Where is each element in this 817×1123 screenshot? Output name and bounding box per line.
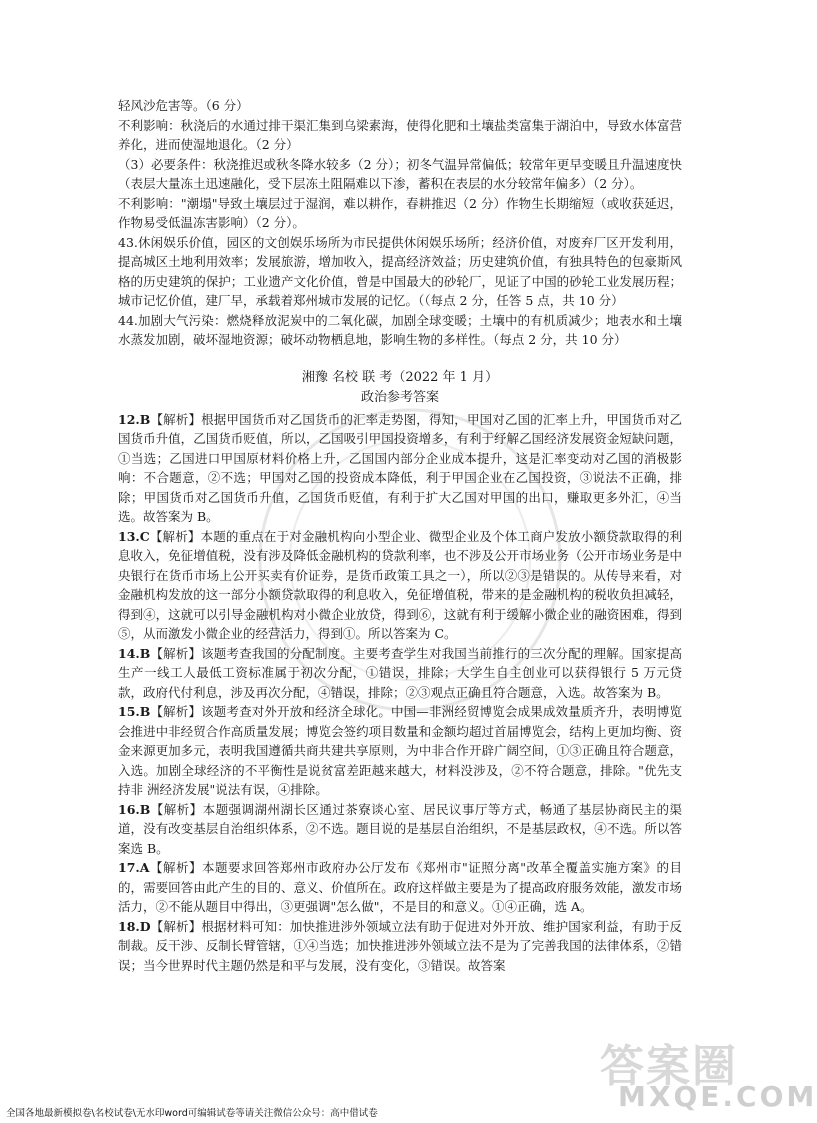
answer-id: 12.B	[118, 411, 151, 427]
answer-43: 43.休闲娱乐价值，园区的文创娱乐场所为市民提供休闲娱乐场所；经济价值，对废弃厂区开发利用，提高城区土地利用效率；发展旅游，增加收入，提高经济效益；历史建筑价值，有独具特色的包豪斯风格的历史建筑的保护；工业遗产文化价值，曾是中国最大的砂轮厂，见证了中国的砂轮工业发展历程；城市记忆价值，建厂早，承载着郑州城市发展的记忆。（（每点 2 分，任答 5 点，共 10 分）	[118, 234, 682, 308]
brand-watermark-cn: 答案圈	[600, 1041, 738, 1092]
answer-id: 15.B	[118, 704, 151, 719]
answer-text: 【解析】本题的重点在于对金融机构向小型企业、微型企业及个体工商户发放小额贷款取得的利息收入，免征增值税，没有涉及降低金融机构的贷款利率，也不涉及公开市场业务（公开市场业务是中央银行在货币市场上公开买卖有价证券，是货币政策工具之一），所以②③是错误的。从传导来看，对金融机构发放的这一部分小额贷款取得的利息收入，免征增值税，带来的是金融机构的税收负担减轻，得到④，这就可以引导金融机构对小微企业放贷，得到⑥，这就有利于缓解小微企业的融资困难，得到⑤，从而激发小微企业的经营活力，得到①。所以答案为 C。	[118, 528, 682, 641]
prev-line-1: 轻风沙危害等。（6 分）	[118, 98, 249, 113]
answer-id: 16.B	[118, 801, 151, 817]
brand-watermark-en: MXQE.COM	[618, 1080, 817, 1113]
document-content	[118, 96, 682, 975]
answer-text: 【解析】该题考查对外开放和经济全球化。中国—非洲经贸博览会成果成效量质齐升，表明博览会推进中非经贸合作高质量发展；博览会签约项目数量和金额均超过首届博览会，结构上更加均衡、资金来源更加多元，表明我国遵循共商共建共享原则，为中非合作开辟广阔空间，①③正确且符合题意，入选。加剧全球经济的不平衡性是说贫富差距越来越大，材料没涉及，②不符合题意，排除。"优先支持非 洲经济发展"说法有误，④排除。	[118, 704, 682, 797]
answer-item	[118, 800, 682, 859]
answer-item	[118, 858, 682, 917]
prev-line-4: 不利影响："潮塌"导致土壤层过于湿润，难以耕作，春耕推迟（2 分）作物生长期缩短（或收获延迟，作物易受低温冻害影响）（2 分）。	[118, 195, 682, 230]
answer-id: 17.A	[118, 860, 150, 875]
answer-id: 14.B	[118, 645, 151, 661]
answer-item	[118, 527, 682, 644]
page-footer: 全国各地最新模拟卷\名校试卷\无水印word可编辑试卷等请关注微信公众号：高中借试卷	[6, 1108, 378, 1119]
answer-text: 【解析】根据甲国货币对乙国货币的汇率走势图，得知，甲国对乙国的汇率上升，甲国货币对乙国货币升值，乙国货币贬值，所以，乙国吸引甲国投资增多，有利于纾解乙国经济发展资金短缺问题，①当选；乙国进口甲国原材料价格上升，乙国国内部分企业成本提升，这是汇率变动对乙国的消极影响：不合题意，②不选；甲国对乙国的投资成本降低，利于甲国企业在乙国投资，③说法不正确，排除；甲国货币对乙国货币升值，乙国货币贬值，有利于扩大乙国对甲国的出口，赚取更多外汇，④当选。故答案为 B。	[118, 411, 682, 524]
answer-text: 【解析】本题强调湖州湖长区通过茶寮谈心室、居民议事厅等方式，畅通了基层协商民主的渠道，没有改变基层自治组织体系，②不选。题目说的是基层自治组织，不是基层政权，④不选。所以答案选 B。	[118, 801, 682, 856]
exam-header	[118, 368, 682, 408]
brand-watermark	[600, 1030, 817, 1113]
answer-item	[118, 702, 682, 800]
answer-id: 13.C	[118, 528, 150, 544]
answer-item	[118, 410, 682, 527]
exam-title: 湘豫 名校 联 考（2022 年 1 月）	[301, 369, 499, 385]
answer-text: 【解析】本题要求回答郑州市政府办公厅发布《郑州市"证照分离"改革全覆盖实施方案》的目的，需要回答由此产生的目的、意义、价值所在。政府这样做主要是为了提高政府服务效能，激发市场活力，②不能从题目中得出，③更强调"怎么做"，不是目的和意义。①④正确，选 A。	[118, 860, 682, 914]
answer-id: 18.D	[118, 918, 151, 934]
answer-text: 【解析】该题考查我国的分配制度。主要考查学生对我国当前推行的三次分配的理解。国家提高生产一线工人最低工资标准属于初次分配，①错误，排除；大学生自主创业可以获得银行 5 万元贷款，政府代付利息，涉及再次分配，④错误，排除；②③观点正确且符合题意，入选。故答案为 B。	[118, 645, 682, 700]
answer-44: 44.加剧大气污染：燃烧释放泥炭中的二氧化碳，加剧全球变暖；土壤中的有机质减少；地表水和土壤水蒸发加剧，破坏湿地资源；破坏动物栖息地，影响生物的多样性。（每点 2 分，共 10 分）	[118, 312, 682, 347]
answer-text: 【解析】根据材料可知：加快推进涉外领域立法有助于促进对外开放、维护国家利益，有助于反制裁。反干涉、反制长臂管辖，①④当选；加快推进涉外领域立法不是为了完善我国的法律体系，②错误；当今世界时代主题仍然是和平与发展，没有变化，③错误。故答案	[118, 918, 682, 973]
prev-line-2: 不利影响：秋浇后的水通过排干渠汇集到乌梁素海，使得化肥和土壤盐类富集于湖泊中，导致水体富营养化，进而使湿地退化。（2 分）	[118, 117, 682, 152]
exam-subtitle: 政治参考答案	[360, 389, 439, 405]
answer-item	[118, 644, 682, 703]
answer-item	[118, 917, 682, 976]
prev-line-3: （3）必要条件：秋浇推迟或秋冬降水较多（2 分）；初冬气温异常偏低；较常年更早变暖且升温速度快（表层大量冻土迅速融化，受下层冻土阻隔难以下渗，蓄积在表层的水分较常年偏多）（2 分）。	[118, 156, 682, 191]
